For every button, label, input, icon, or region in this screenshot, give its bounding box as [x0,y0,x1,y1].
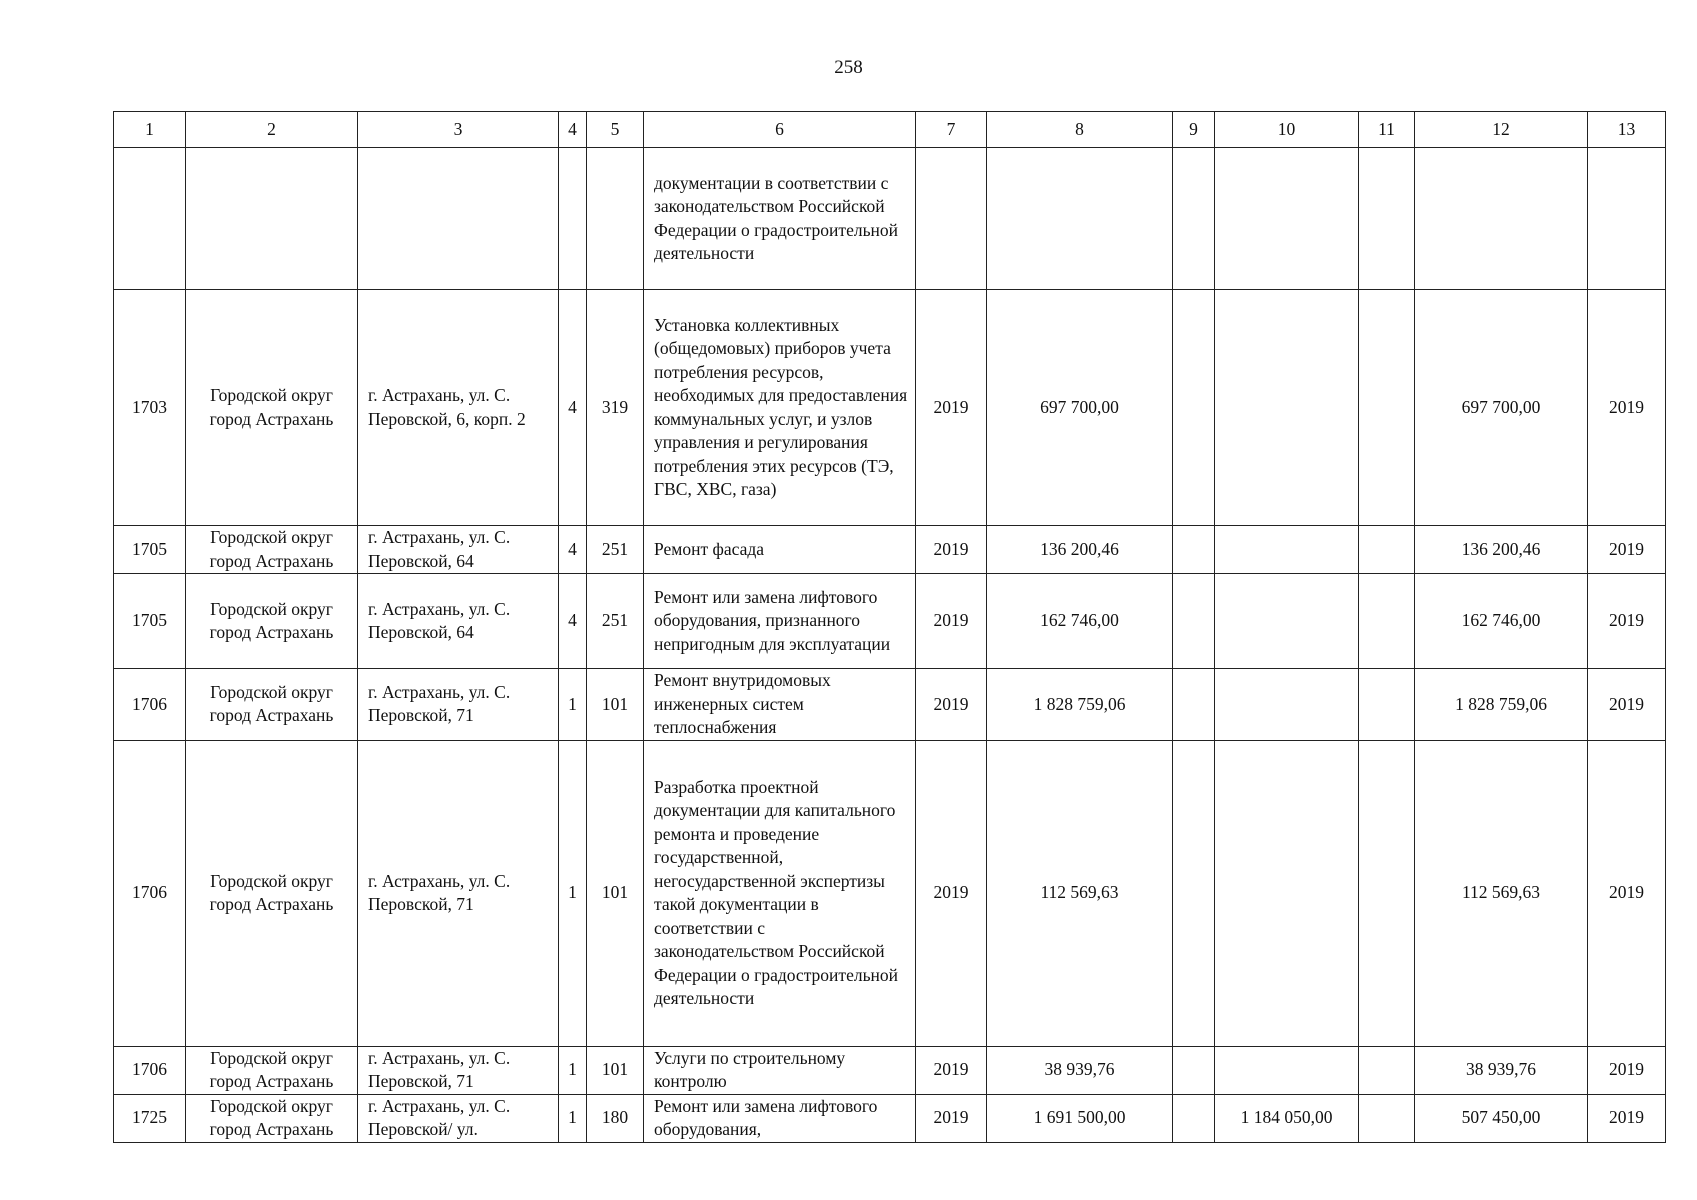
cell-col-9 [1173,148,1215,290]
cell-row-number: 1706 [114,740,186,1046]
cell-unit-count: 101 [587,669,644,741]
cell-completion-year: 2019 [1588,574,1666,669]
cell-col-9 [1173,740,1215,1046]
cell-work-type: Установка коллективных (общедомовых) приборов учета потребления ресурсов, необходимых для предоставления коммунальных услуг, и узлов управления и регулирования потребления этих ресурсов (ТЭ, ГВС, ХВС, газа) [644,290,916,526]
cell-owner-funds: 507 450,00 [1415,1094,1588,1142]
column-header-13: 13 [1588,112,1666,148]
table-row [114,290,1666,526]
cell-col-11 [1359,669,1415,741]
column-header-10: 10 [1215,112,1359,148]
table-row [114,1094,1666,1142]
cell-year: 2019 [916,669,987,741]
cell-completion-year: 2019 [1588,526,1666,574]
cell-fund-amount [1215,290,1359,526]
cell-floors [559,148,587,290]
cell-owner-funds: 697 700,00 [1415,290,1588,526]
cell-total-cost: 1 828 759,06 [987,669,1173,741]
cell-municipality: Городской округ город Астрахань [186,290,358,526]
cell-unit-count: 319 [587,290,644,526]
cell-total-cost: 136 200,46 [987,526,1173,574]
cell-completion-year: 2019 [1588,669,1666,741]
column-header-11: 11 [1359,112,1415,148]
table-row [114,1046,1666,1094]
cell-year [916,148,987,290]
cell-address: г. Астрахань, ул. С. Перовской, 64 [358,526,559,574]
cell-floors: 1 [559,669,587,741]
cell-owner-funds: 162 746,00 [1415,574,1588,669]
column-header-5: 5 [587,112,644,148]
cell-fund-amount [1215,148,1359,290]
cell-col-11 [1359,574,1415,669]
cell-row-number: 1705 [114,574,186,669]
cell-fund-amount: 1 184 050,00 [1215,1094,1359,1142]
cell-work-type: Разработка проектной документации для капитального ремонта и проведение государственной, негосударственной экспертизы такой документации в соответствии с законодательством Российской Федерации о градостроительной деятельности [644,740,916,1046]
cell-completion-year: 2019 [1588,1046,1666,1094]
cell-total-cost: 1 691 500,00 [987,1094,1173,1142]
cell-col-9 [1173,1094,1215,1142]
cell-floors: 1 [559,740,587,1046]
cell-owner-funds: 1 828 759,06 [1415,669,1588,741]
table-row [114,574,1666,669]
cell-unit-count: 251 [587,574,644,669]
cell-year: 2019 [916,526,987,574]
cell-municipality [186,148,358,290]
cell-year: 2019 [916,1046,987,1094]
cell-work-type: документации в соответствии с законодательством Российской Федерации о градостроительной деятельности [644,148,916,290]
cell-fund-amount [1215,1046,1359,1094]
cell-fund-amount [1215,574,1359,669]
cell-municipality: Городской округ город Астрахань [186,740,358,1046]
cell-municipality: Городской округ город Астрахань [186,1094,358,1142]
cell-col-9 [1173,669,1215,741]
cell-work-type: Ремонт внутридомовых инженерных систем теплоснабжения [644,669,916,741]
cell-address: г. Астрахань, ул. С. Перовской, 71 [358,669,559,741]
cell-work-type: Ремонт фасада [644,526,916,574]
table-row [114,526,1666,574]
column-header-9: 9 [1173,112,1215,148]
cell-owner-funds: 112 569,63 [1415,740,1588,1046]
cell-unit-count: 101 [587,1046,644,1094]
table-row [114,740,1666,1046]
cell-municipality: Городской округ город Астрахань [186,574,358,669]
table-row [114,669,1666,741]
capital-repair-table [113,111,1666,1143]
cell-col-11 [1359,526,1415,574]
cell-row-number: 1703 [114,290,186,526]
cell-year: 2019 [916,574,987,669]
cell-row-number [114,148,186,290]
cell-completion-year: 2019 [1588,290,1666,526]
column-header-8: 8 [987,112,1173,148]
cell-municipality: Городской округ город Астрахань [186,669,358,741]
cell-total-cost [987,148,1173,290]
cell-row-number: 1705 [114,526,186,574]
cell-floors: 4 [559,290,587,526]
cell-unit-count: 101 [587,740,644,1046]
cell-total-cost: 38 939,76 [987,1046,1173,1094]
cell-address: г. Астрахань, ул. С. Перовской, 6, корп. 2 [358,290,559,526]
header-row [114,112,1666,148]
cell-col-11 [1359,1046,1415,1094]
cell-row-number: 1706 [114,1046,186,1094]
cell-col-11 [1359,1094,1415,1142]
cell-col-9 [1173,574,1215,669]
cell-col-11 [1359,290,1415,526]
cell-address [358,148,559,290]
cell-col-11 [1359,148,1415,290]
cell-year: 2019 [916,740,987,1046]
column-header-12: 12 [1415,112,1588,148]
cell-unit-count: 180 [587,1094,644,1142]
cell-address: г. Астрахань, ул. С. Перовской, 64 [358,574,559,669]
cell-fund-amount [1215,740,1359,1046]
cell-floors: 1 [559,1094,587,1142]
cell-total-cost: 697 700,00 [987,290,1173,526]
cell-row-number: 1725 [114,1094,186,1142]
cell-completion-year: 2019 [1588,1094,1666,1142]
column-header-4: 4 [559,112,587,148]
cell-col-9 [1173,1046,1215,1094]
table-row [114,148,1666,290]
cell-owner-funds: 136 200,46 [1415,526,1588,574]
cell-fund-amount [1215,669,1359,741]
cell-total-cost: 112 569,63 [987,740,1173,1046]
cell-col-11 [1359,740,1415,1046]
column-header-2: 2 [186,112,358,148]
cell-floors: 4 [559,574,587,669]
cell-col-9 [1173,526,1215,574]
column-header-6: 6 [644,112,916,148]
cell-total-cost: 162 746,00 [987,574,1173,669]
cell-address: г. Астрахань, ул. С. Перовской, 71 [358,740,559,1046]
cell-completion-year: 2019 [1588,740,1666,1046]
cell-municipality: Городской округ город Астрахань [186,526,358,574]
cell-address: г. Астрахань, ул. С. Перовской, 71 [358,1046,559,1094]
cell-work-type: Ремонт или замена лифтового оборудования, признанного непригодным для эксплуатации [644,574,916,669]
cell-unit-count: 251 [587,526,644,574]
page-number: 258 [834,57,863,78]
cell-unit-count [587,148,644,290]
cell-fund-amount [1215,526,1359,574]
cell-year: 2019 [916,290,987,526]
cell-work-type: Услуги по строительному контролю [644,1046,916,1094]
cell-address: г. Астрахань, ул. С. Перовской/ ул. [358,1094,559,1142]
cell-completion-year [1588,148,1666,290]
column-header-1: 1 [114,112,186,148]
cell-floors: 4 [559,526,587,574]
cell-year: 2019 [916,1094,987,1142]
cell-floors: 1 [559,1046,587,1094]
cell-municipality: Городской округ город Астрахань [186,1046,358,1094]
cell-owner-funds: 38 939,76 [1415,1046,1588,1094]
cell-row-number: 1706 [114,669,186,741]
cell-owner-funds [1415,148,1588,290]
column-header-3: 3 [358,112,559,148]
column-header-7: 7 [916,112,987,148]
cell-col-9 [1173,290,1215,526]
cell-work-type: Ремонт или замена лифтового оборудования, [644,1094,916,1142]
